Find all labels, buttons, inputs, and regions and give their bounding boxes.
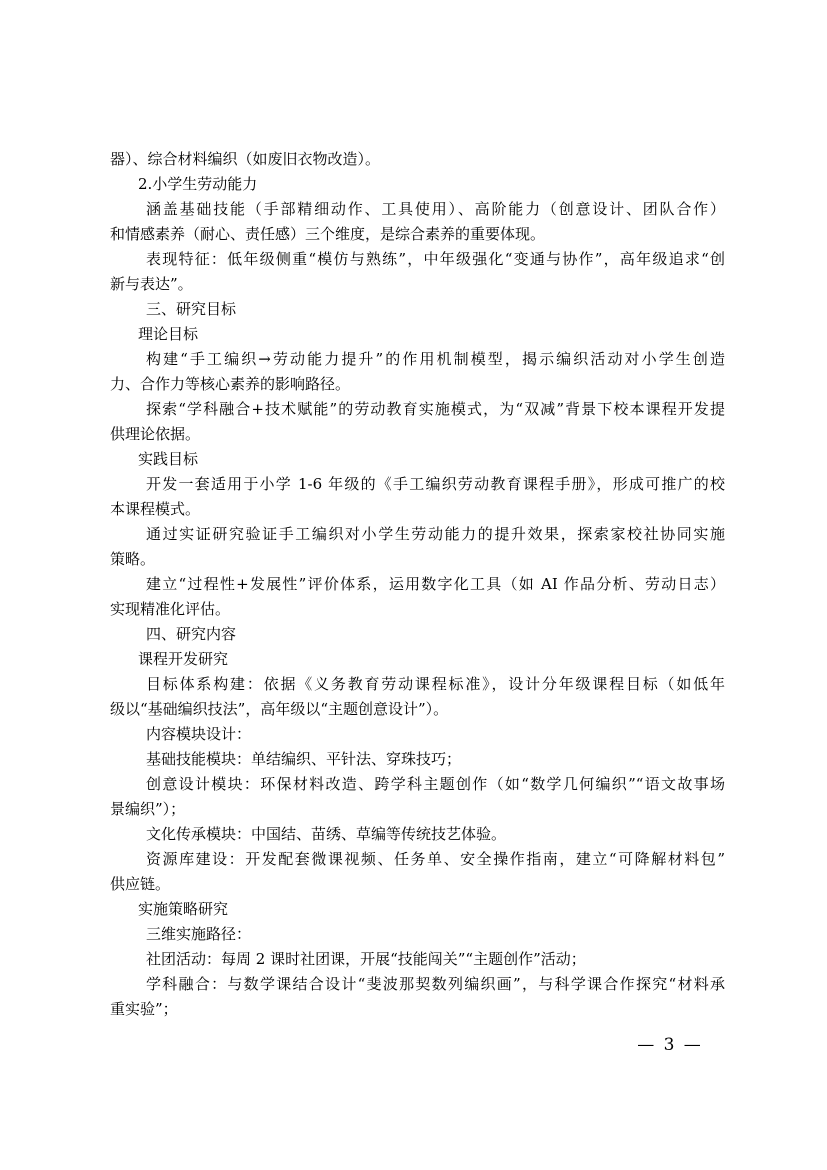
text-line: 社团活动：每周 2 课时社团课，开展“技能闯关”“主题创作”活动； [146, 950, 586, 968]
text-line: 三维实施路径： [146, 925, 252, 943]
text-line: 基础技能模块：单结编织、平针法、穿珠技巧； [146, 750, 462, 768]
section-heading: 四、研究内容 [146, 625, 237, 643]
text-line: 本课程模式。 [110, 500, 201, 518]
text-line: 新与表达”。 [110, 275, 193, 293]
text-line: 重实验”； [110, 1000, 178, 1018]
text-line: 探索“学科融合+技术赋能”的劳动教育实施模式，为“双减”背景下校本课程开发提 [146, 400, 725, 418]
text-line: 内容模块设计： [146, 725, 252, 743]
section-subheading: 实践目标 [138, 450, 199, 468]
section-subheading: 实施策略研究 [138, 900, 229, 918]
text-line: 供应链。 [110, 875, 171, 893]
text-line: 策略。 [110, 550, 156, 568]
text-line: 通过实证研究验证手工编织对小学生劳动能力的提升效果，探索家校社协同实施 [146, 525, 725, 543]
section-subheading: 课程开发研究 [138, 650, 229, 668]
text-line: 创意设计模块：环保材料改造、跨学科主题创作（如“数学几何编织”“语文故事场 [146, 775, 725, 793]
text-line: 开发一套适用于小学 1-6 年级的《手工编织劳动教育课程手册》，形成可推广的校 [146, 475, 725, 493]
text-line: 力、合作力等核心素养的影响路径。 [110, 375, 351, 393]
text-line: 构建“手工编织→劳动能力提升”的作用机制模型，揭示编织活动对小学生创造 [146, 350, 725, 368]
section-subheading: 理论目标 [138, 325, 199, 343]
section-subheading: 2.小学生劳动能力 [138, 175, 258, 193]
text-line: 级以“基础编织技法”，高年级以“主题创意设计”）。 [110, 700, 449, 718]
text-line: 资源库建设：开发配套微课视频、任务单、安全操作指南，建立“可降解材料包” [146, 850, 725, 868]
text-line: 涵盖基础技能（手部精细动作、工具使用）、高阶能力（创意设计、团队合作） [146, 200, 725, 218]
section-heading: 三、研究目标 [146, 300, 237, 318]
page-number: — 3 — [637, 1035, 703, 1055]
text-line: 供理论依据。 [110, 425, 201, 443]
text-line: 器）、综合材料编织（如废旧衣物改造）。 [110, 150, 381, 168]
text-line: 景编织”）； [110, 800, 186, 818]
text-line: 目标体系构建：依据《义务教育劳动课程标准》，设计分年级课程目标（如低年 [146, 675, 725, 693]
text-line: 学科融合：与数学课结合设计“斐波那契数列编织画”，与科学课合作探究“材料承 [146, 975, 725, 993]
text-line: 和情感素养（耐心、责任感）三个维度，是综合素养的重要体现。 [110, 225, 546, 243]
text-line: 表现特征：低年级侧重“模仿与熟练”，中年级强化“变通与协作”，高年级追求“创 [146, 250, 725, 268]
text-line: 文化传承模块：中国结、苗绣、草编等传统技艺体验。 [146, 825, 507, 843]
text-line: 实现精准化评估。 [110, 600, 231, 618]
text-line: 建立“过程性+发展性”评价体系，运用数字化工具（如 AI 作品分析、劳动日志） [146, 575, 725, 593]
